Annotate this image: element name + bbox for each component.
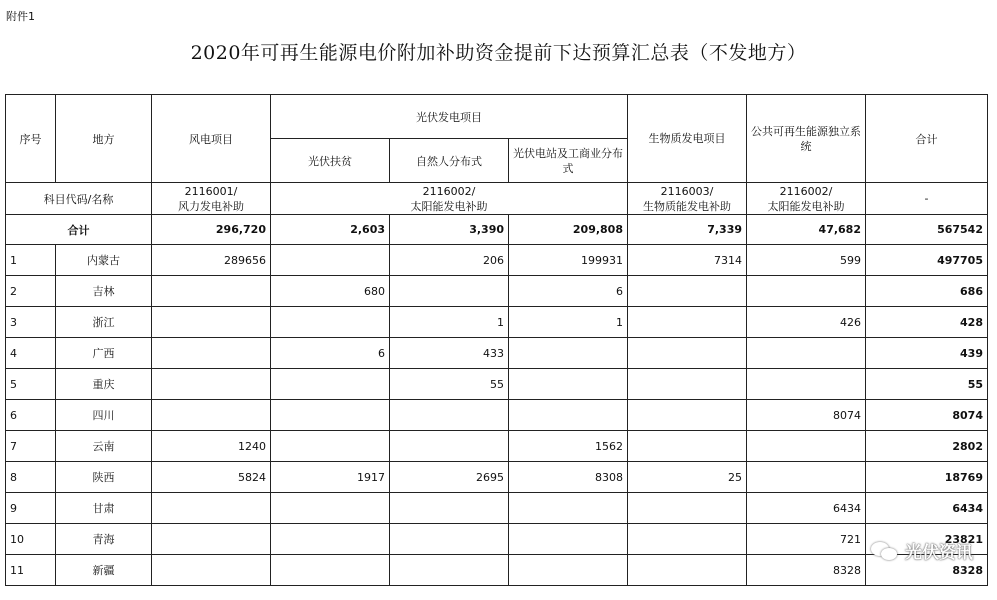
cell-total: 8328 — [866, 555, 988, 586]
cell-total: 686 — [866, 276, 988, 307]
cell-public — [747, 462, 866, 493]
cell-biomass — [628, 369, 747, 400]
cell-seq: 7 — [6, 431, 56, 462]
cell-wind — [152, 400, 271, 431]
header-pv-poverty: 光伏扶贫 — [271, 139, 390, 183]
cell-public: 426 — [747, 307, 866, 338]
cell-public — [747, 276, 866, 307]
cell-seq: 1 — [6, 245, 56, 276]
total-public: 47,682 — [747, 215, 866, 245]
total-biomass: 7,339 — [628, 215, 747, 245]
cell-pv-poverty: 6 — [271, 338, 390, 369]
cell-wind — [152, 555, 271, 586]
cell-seq: 6 — [6, 400, 56, 431]
cell-pv-station — [509, 338, 628, 369]
cell-region: 陕西 — [56, 462, 152, 493]
total-total: 567542 — [866, 215, 988, 245]
header-total: 合计 — [866, 95, 988, 183]
cell-wind — [152, 276, 271, 307]
cell-total: 18769 — [866, 462, 988, 493]
cell-public: 8328 — [747, 555, 866, 586]
header-region: 地方 — [56, 95, 152, 183]
cell-total: 23821 — [866, 524, 988, 555]
cell-public — [747, 431, 866, 462]
cell-public: 8074 — [747, 400, 866, 431]
cell-pv-station — [509, 493, 628, 524]
cell-pv-natural — [390, 524, 509, 555]
cell-total: 428 — [866, 307, 988, 338]
cell-pv-station: 199931 — [509, 245, 628, 276]
cell-total: 497705 — [866, 245, 988, 276]
cell-pv-natural: 433 — [390, 338, 509, 369]
cell-pv-station: 1562 — [509, 431, 628, 462]
header-biomass: 生物质发电项目 — [628, 95, 747, 183]
cell-region: 云南 — [56, 431, 152, 462]
cell-biomass — [628, 307, 747, 338]
table-row — [6, 400, 988, 431]
cell-region: 吉林 — [56, 276, 152, 307]
cell-wind — [152, 338, 271, 369]
cell-pv-poverty — [271, 431, 390, 462]
cell-public: 721 — [747, 524, 866, 555]
cell-seq: 10 — [6, 524, 56, 555]
table-row — [6, 462, 988, 493]
cell-public: 599 — [747, 245, 866, 276]
cell-pv-poverty — [271, 245, 390, 276]
table-row — [6, 493, 988, 524]
total-wind: 296,720 — [152, 215, 271, 245]
total-pv-poverty: 2,603 — [271, 215, 390, 245]
cell-biomass — [628, 431, 747, 462]
cell-wind: 5824 — [152, 462, 271, 493]
cell-seq: 3 — [6, 307, 56, 338]
code-public: 2116002/ 太阳能发电补助 — [747, 183, 866, 215]
cell-biomass — [628, 400, 747, 431]
cell-pv-natural — [390, 555, 509, 586]
cell-pv-natural — [390, 431, 509, 462]
cell-biomass — [628, 338, 747, 369]
cell-total: 55 — [866, 369, 988, 400]
code-pv: 2116002/ 太阳能发电补助 — [271, 183, 628, 215]
cell-region: 广西 — [56, 338, 152, 369]
cell-seq: 11 — [6, 555, 56, 586]
cell-seq: 5 — [6, 369, 56, 400]
cell-pv-station — [509, 524, 628, 555]
total-pv-natural: 3,390 — [390, 215, 509, 245]
cell-biomass: 7314 — [628, 245, 747, 276]
cell-wind — [152, 307, 271, 338]
header-public: 公共可再生能源独立系统 — [747, 95, 866, 183]
cell-pv-poverty — [271, 369, 390, 400]
table-row — [6, 276, 988, 307]
watermark-text: 光伏资讯 — [905, 543, 973, 563]
cell-public — [747, 338, 866, 369]
cell-wind: 1240 — [152, 431, 271, 462]
cell-region: 甘肃 — [56, 493, 152, 524]
header-pv-station: 光伏电站及工商业分布式 — [509, 139, 628, 183]
budget-table — [5, 94, 988, 586]
cell-wind — [152, 524, 271, 555]
cell-region: 青海 — [56, 524, 152, 555]
cell-pv-station: 6 — [509, 276, 628, 307]
code-total: - — [866, 183, 988, 215]
header-seq: 序号 — [6, 95, 56, 183]
cell-total: 8074 — [866, 400, 988, 431]
cell-pv-poverty: 680 — [271, 276, 390, 307]
header-pv-group: 光伏发电项目 — [271, 95, 628, 139]
table-row — [6, 555, 988, 586]
table-row — [6, 524, 988, 555]
cell-pv-station: 1 — [509, 307, 628, 338]
cell-biomass — [628, 493, 747, 524]
cell-pv-poverty — [271, 307, 390, 338]
code-wind: 2116001/ 风力发电补助 — [152, 183, 271, 215]
cell-public: 6434 — [747, 493, 866, 524]
cell-seq: 8 — [6, 462, 56, 493]
cell-wind — [152, 493, 271, 524]
table-row — [6, 245, 988, 276]
total-row — [6, 215, 988, 245]
cell-seq: 2 — [6, 276, 56, 307]
total-label: 合计 — [6, 215, 152, 245]
cell-pv-poverty — [271, 524, 390, 555]
cell-pv-natural: 2695 — [390, 462, 509, 493]
table-row — [6, 369, 988, 400]
cell-pv-natural — [390, 276, 509, 307]
cell-biomass — [628, 524, 747, 555]
cell-total: 6434 — [866, 493, 988, 524]
code-row — [6, 183, 988, 215]
cell-region: 重庆 — [56, 369, 152, 400]
document-title: 2020年可再生能源电价附加补助资金提前下达预算汇总表（不发地方） — [190, 42, 807, 64]
cell-wind — [152, 369, 271, 400]
header-wind: 风电项目 — [152, 95, 271, 183]
cell-pv-poverty — [271, 493, 390, 524]
cell-pv-natural — [390, 493, 509, 524]
cell-region: 四川 — [56, 400, 152, 431]
cell-region: 浙江 — [56, 307, 152, 338]
table-row — [6, 338, 988, 369]
header-pv-natural: 自然人分布式 — [390, 139, 509, 183]
code-row-label: 科目代码/名称 — [6, 183, 152, 215]
total-pv-station: 209,808 — [509, 215, 628, 245]
cell-region: 新疆 — [56, 555, 152, 586]
cell-total: 439 — [866, 338, 988, 369]
cell-pv-natural: 1 — [390, 307, 509, 338]
cell-pv-station — [509, 555, 628, 586]
cell-pv-station — [509, 369, 628, 400]
table-row — [6, 307, 988, 338]
cell-pv-poverty: 1917 — [271, 462, 390, 493]
wechat-icon — [871, 540, 899, 562]
cell-pv-natural: 206 — [390, 245, 509, 276]
cell-region: 内蒙古 — [56, 245, 152, 276]
cell-pv-poverty — [271, 555, 390, 586]
cell-seq: 4 — [6, 338, 56, 369]
cell-public — [747, 369, 866, 400]
cell-biomass: 25 — [628, 462, 747, 493]
watermark — [871, 538, 973, 563]
cell-seq: 9 — [6, 493, 56, 524]
cell-pv-station — [509, 400, 628, 431]
code-biomass: 2116003/ 生物质能发电补助 — [628, 183, 747, 215]
cell-pv-natural: 55 — [390, 369, 509, 400]
cell-wind: 289656 — [152, 245, 271, 276]
cell-pv-station: 8308 — [509, 462, 628, 493]
cell-total: 2802 — [866, 431, 988, 462]
table-row — [6, 431, 988, 462]
cell-pv-poverty — [271, 400, 390, 431]
cell-biomass — [628, 555, 747, 586]
attachment-label: 附件1 — [6, 10, 35, 23]
cell-pv-natural — [390, 400, 509, 431]
cell-biomass — [628, 276, 747, 307]
